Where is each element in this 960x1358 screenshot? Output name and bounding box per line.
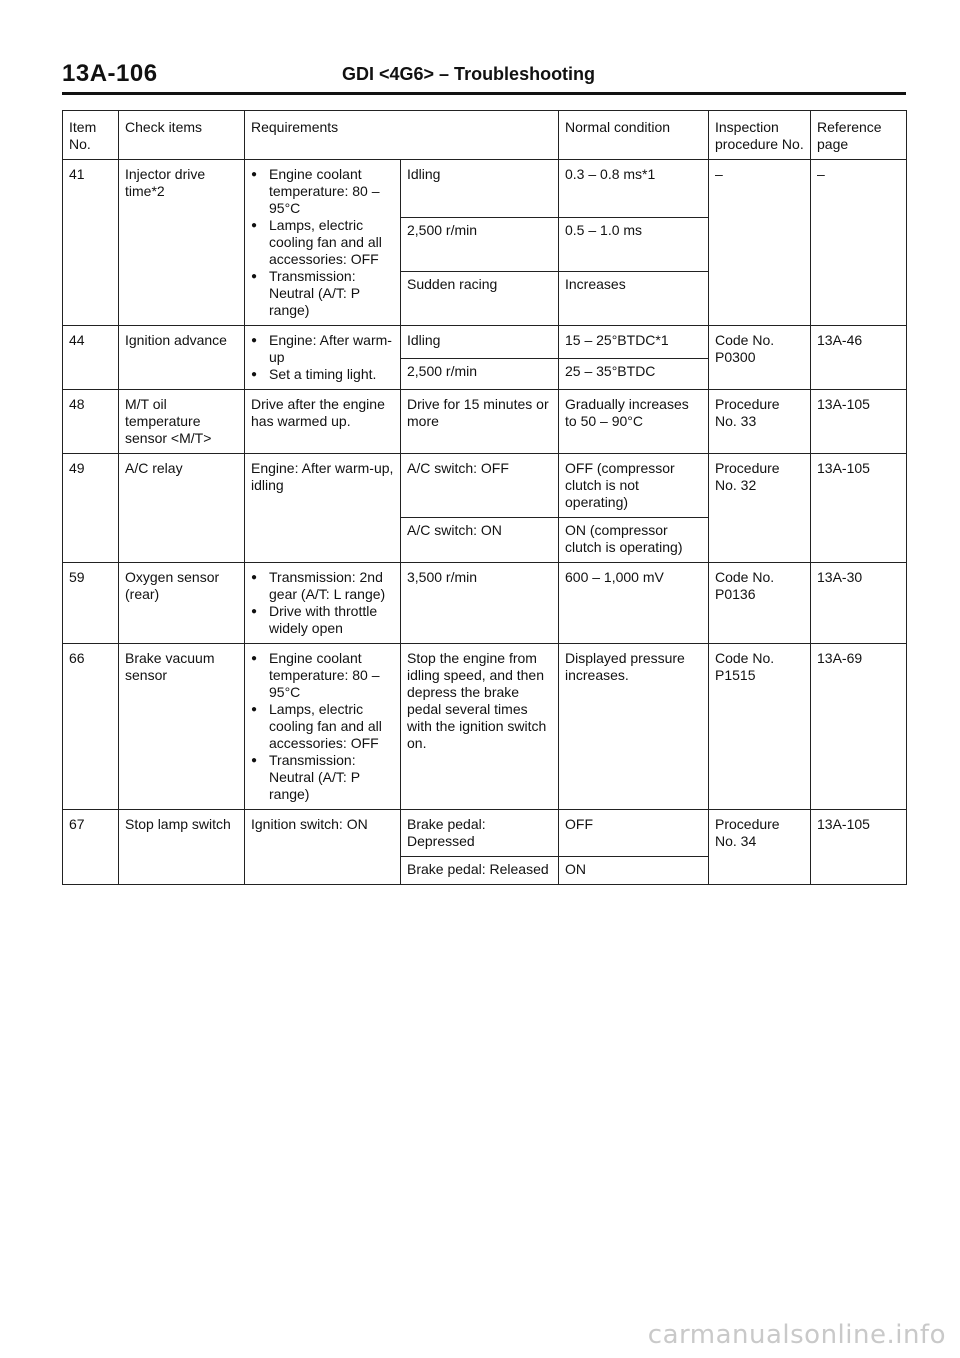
troubleshooting-table	[62, 110, 907, 885]
requirement-item: ● Engine: After warm-up	[269, 332, 394, 366]
condition-cell: 2,500 r/min	[401, 217, 559, 271]
normal-condition-cell: 15 – 25°BTDC*1	[559, 326, 709, 359]
check-item-cell: M/T oil temperature sensor <M/T>	[119, 390, 245, 454]
column-header: Check items	[119, 111, 245, 160]
page-number: 13A-106	[62, 60, 158, 87]
column-header: Item No.	[63, 111, 119, 160]
item-number-cell: 48	[63, 390, 119, 454]
item-number-cell: 67	[63, 810, 119, 885]
condition-cell: Drive for 15 minutes or more	[401, 390, 559, 454]
table-row	[63, 563, 907, 644]
reference-page-cell: 13A-69	[811, 644, 907, 810]
requirements-list	[251, 569, 394, 637]
item-number-cell: 66	[63, 644, 119, 810]
reference-page-cell: 13A-30	[811, 563, 907, 644]
normal-condition-cell: Increases	[559, 271, 709, 325]
check-item-cell: Oxygen sensor (rear)	[119, 563, 245, 644]
table-body	[63, 160, 907, 885]
requirements-cell: Ignition switch: ON	[245, 810, 401, 885]
check-item-cell: A/C relay	[119, 454, 245, 563]
item-number-cell: 44	[63, 326, 119, 390]
requirements-cell	[245, 563, 401, 644]
normal-condition-cell: ON	[559, 857, 709, 885]
inspection-procedure-cell: Code No. P1515	[709, 644, 811, 810]
reference-page-cell: 13A-46	[811, 326, 907, 390]
requirements-list	[251, 650, 394, 803]
normal-condition-cell: 25 – 35°BTDC	[559, 359, 709, 390]
requirement-item: ● Set a timing light.	[269, 366, 394, 383]
item-number-cell: 41	[63, 160, 119, 326]
check-item-cell: Stop lamp switch	[119, 810, 245, 885]
inspection-procedure-cell: –	[709, 160, 811, 326]
table-row	[63, 644, 907, 810]
reference-page-cell: –	[811, 160, 907, 326]
normal-condition-cell: Displayed pressure increases.	[559, 644, 709, 810]
requirements-cell: Engine: After warm-up, idling	[245, 454, 401, 563]
requirements-cell: Drive after the engine has warmed up.	[245, 390, 401, 454]
requirement-item: ● Drive with throttle widely open	[269, 603, 394, 637]
normal-condition-cell: ON (compressor clutch is operating)	[559, 518, 709, 563]
table-row	[63, 810, 907, 857]
item-number-cell: 49	[63, 454, 119, 563]
check-item-cell: Ignition advance	[119, 326, 245, 390]
normal-condition-cell: OFF	[559, 810, 709, 857]
normal-condition-cell: 0.5 – 1.0 ms	[559, 217, 709, 271]
reference-page-cell: 13A-105	[811, 390, 907, 454]
table-header-row	[63, 111, 907, 160]
condition-cell: Brake pedal: Depressed	[401, 810, 559, 857]
reference-page-cell: 13A-105	[811, 810, 907, 885]
table-row	[63, 326, 907, 359]
check-item-cell: Brake vacuum sensor	[119, 644, 245, 810]
condition-cell: Brake pedal: Released	[401, 857, 559, 885]
condition-cell: 3,500 r/min	[401, 563, 559, 644]
inspection-procedure-cell: Procedure No. 33	[709, 390, 811, 454]
inspection-procedure-cell: Procedure No. 34	[709, 810, 811, 885]
condition-cell: Sudden racing	[401, 271, 559, 325]
requirement-item: ● Engine coolant temperature: 80 – 95°C	[269, 650, 394, 701]
normal-condition-cell: OFF (compressor clutch is not operating)	[559, 454, 709, 518]
requirement-item: ● Lamps, electric cooling fan and all accessories: OFF	[269, 217, 394, 268]
requirement-item: ● Lamps, electric cooling fan and all accessories: OFF	[269, 701, 394, 752]
requirements-list	[251, 166, 394, 319]
condition-cell: Stop the engine from idling speed, and then depress the brake pedal several times with the ignition switch on.	[401, 644, 559, 810]
normal-condition-cell: Gradually increases to 50 – 90°C	[559, 390, 709, 454]
condition-cell: A/C switch: OFF	[401, 454, 559, 518]
page-title: GDI <4G6> – Troubleshooting	[342, 64, 596, 84]
condition-cell: A/C switch: ON	[401, 518, 559, 563]
column-header: Requirements	[245, 111, 559, 160]
requirements-cell	[245, 160, 401, 326]
inspection-procedure-cell: Code No. P0300	[709, 326, 811, 390]
column-header: Inspection procedure No.	[709, 111, 811, 160]
condition-cell: Idling	[401, 160, 559, 218]
condition-cell: Idling	[401, 326, 559, 359]
normal-condition-cell: 0.3 – 0.8 ms*1	[559, 160, 709, 218]
requirement-item: ● Transmission: Neutral (A/T: P range)	[269, 752, 394, 803]
table-row	[63, 454, 907, 518]
requirement-item: ● Engine coolant temperature: 80 – 95°C	[269, 166, 394, 217]
requirements-list	[251, 332, 394, 383]
inspection-procedure-cell: Procedure No. 32	[709, 454, 811, 563]
requirements-cell	[245, 326, 401, 390]
table-row	[63, 160, 907, 218]
requirements-cell	[245, 644, 401, 810]
reference-page-cell: 13A-105	[811, 454, 907, 563]
requirement-item: ● Transmission: 2nd gear (A/T: L range)	[269, 569, 394, 603]
item-number-cell: 59	[63, 563, 119, 644]
requirement-item: ● Transmission: Neutral (A/T: P range)	[269, 268, 394, 319]
watermark: carmanualsonline.info	[647, 1320, 946, 1350]
page-header	[62, 56, 906, 95]
normal-condition-cell: 600 – 1,000 mV	[559, 563, 709, 644]
column-header: Reference page	[811, 111, 907, 160]
column-header: Normal condition	[559, 111, 709, 160]
inspection-procedure-cell: Code No. P0136	[709, 563, 811, 644]
table-row	[63, 390, 907, 454]
condition-cell: 2,500 r/min	[401, 359, 559, 390]
check-item-cell: Injector drive time*2	[119, 160, 245, 326]
